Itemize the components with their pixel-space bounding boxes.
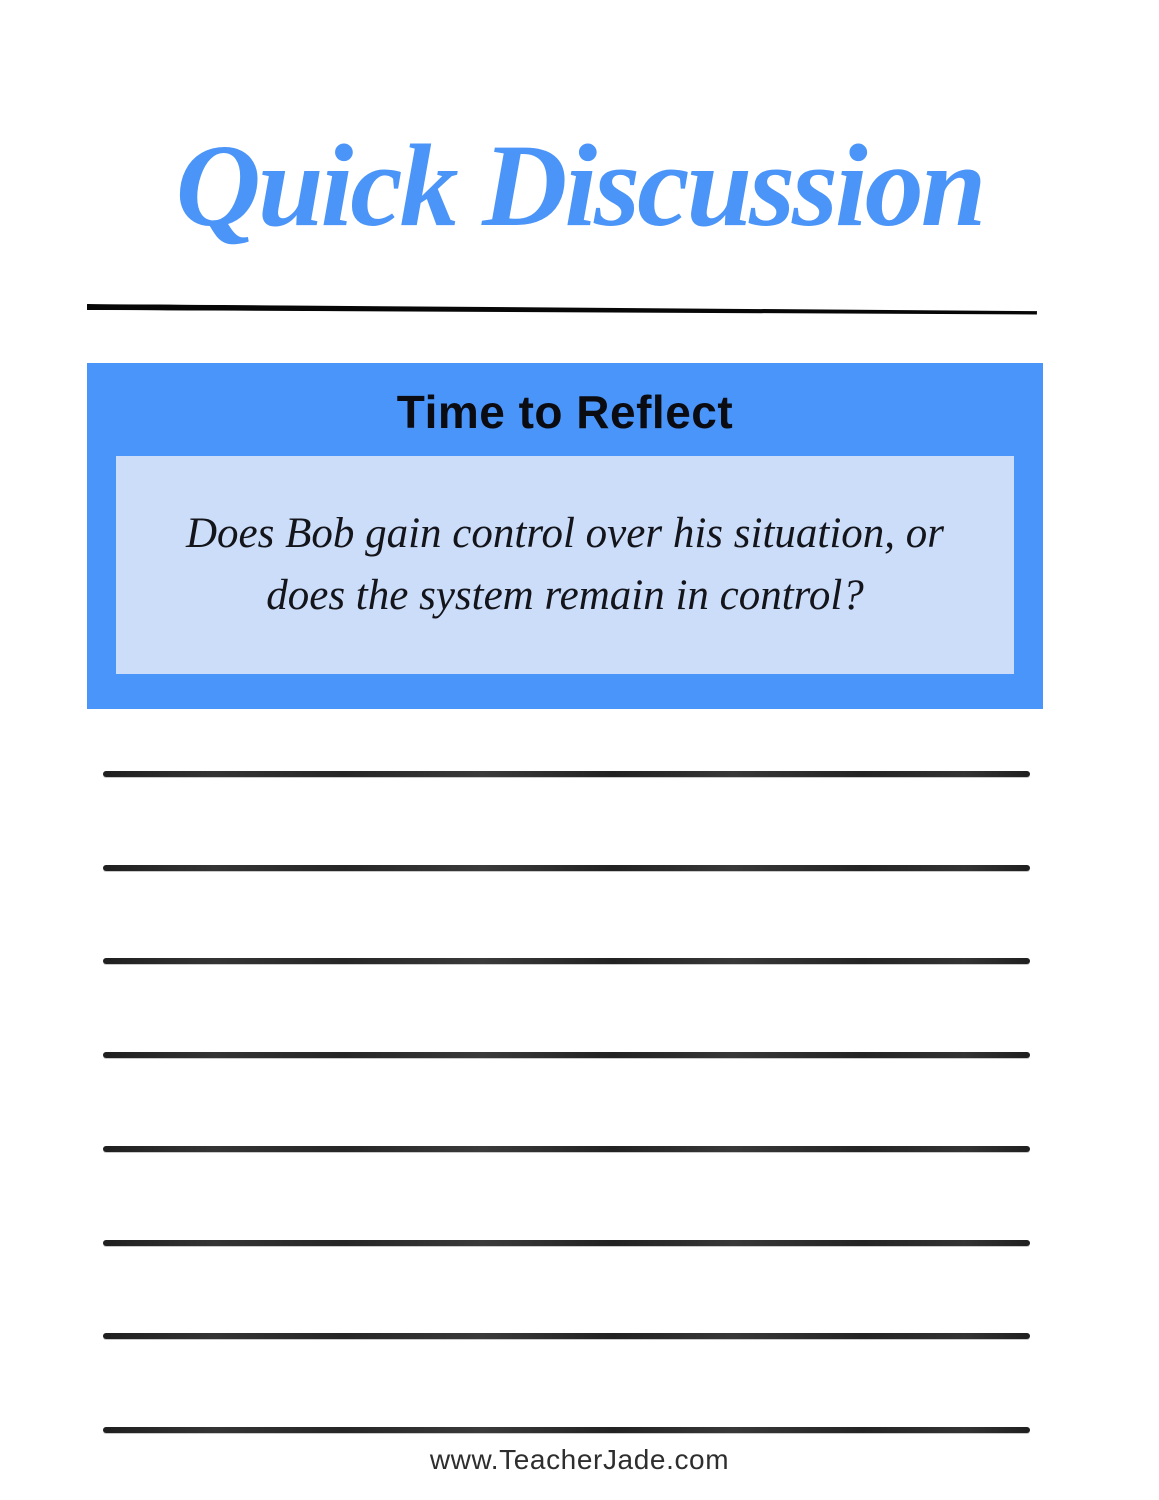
question-line-1: Does Bob gain control over his situation, or bbox=[185, 510, 945, 557]
question-box bbox=[116, 456, 1014, 674]
reflect-heading: Time to Reflect bbox=[396, 386, 734, 438]
page-title: Quick Discussion bbox=[175, 120, 984, 251]
writing-line bbox=[103, 958, 1030, 964]
question-line-2: does the system remain in control? bbox=[266, 572, 864, 619]
writing-line bbox=[103, 1146, 1030, 1152]
writing-line bbox=[103, 865, 1030, 871]
writing-line bbox=[103, 1240, 1030, 1246]
writing-line bbox=[103, 1427, 1030, 1433]
writing-line bbox=[103, 1333, 1030, 1339]
footer-url: www.TeacherJade.com bbox=[429, 1444, 730, 1475]
writing-line bbox=[103, 1052, 1030, 1058]
title-divider bbox=[87, 304, 1037, 316]
writing-line bbox=[103, 771, 1030, 777]
reflect-panel bbox=[87, 363, 1043, 709]
